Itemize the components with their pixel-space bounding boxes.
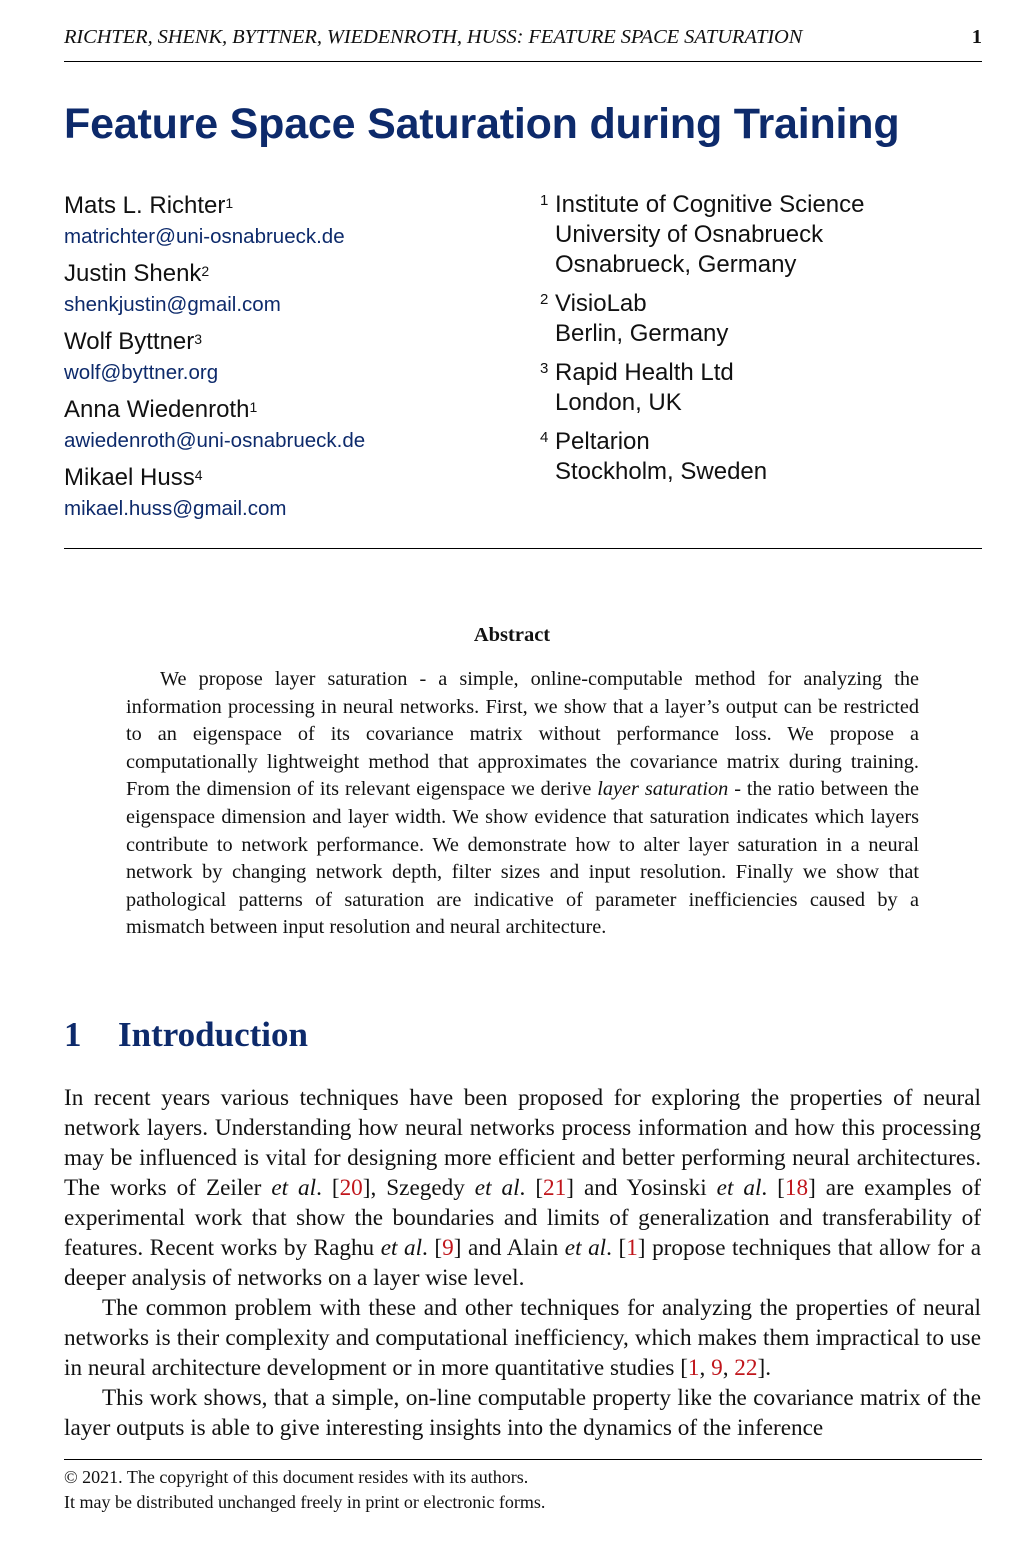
author-name: Mikael Huss bbox=[64, 464, 195, 491]
citation-link[interactable]: 9 bbox=[442, 1235, 454, 1261]
author-name: Anna Wiedenroth bbox=[64, 396, 250, 423]
affiliation-mark: 4 bbox=[194, 467, 203, 483]
affiliation-list bbox=[540, 190, 865, 496]
affiliation-mark: 2 bbox=[201, 263, 210, 279]
copyright-line: © 2021. The copyright of this document resides with its authors. bbox=[64, 1467, 529, 1487]
affiliation-line: Rapid Health Ltd bbox=[555, 359, 734, 386]
section-title: Introduction bbox=[118, 1015, 308, 1054]
intro-body bbox=[64, 1083, 981, 1443]
author-name: Justin Shenk bbox=[64, 260, 202, 287]
author-email[interactable]: shenkjustin@gmail.com bbox=[64, 293, 281, 316]
affiliation-line: Institute of Cognitive Science bbox=[555, 191, 865, 218]
author-name: Wolf Byttner bbox=[64, 328, 195, 355]
paragraph: This work shows, that a simple, on-line computable property like the covariance matrix of the layer outputs is able to give interesting insights into the dynamics of the inference bbox=[64, 1385, 981, 1441]
header-rule bbox=[64, 61, 982, 62]
author-email[interactable]: matrichter@uni-osnabrueck.de bbox=[64, 225, 345, 248]
affiliation-line: VisioLab bbox=[555, 290, 647, 317]
running-title: RICHTER, SHENK, BYTTNER, WIEDENROTH, HUSS: FEATURE SPACE SATURATION bbox=[64, 26, 803, 48]
distribution-line: It may be distributed unchanged freely in print or electronic forms. bbox=[64, 1492, 546, 1512]
affiliation-1 bbox=[540, 190, 865, 280]
citation-link[interactable]: 20 bbox=[339, 1175, 363, 1201]
author-shenk bbox=[64, 258, 365, 320]
author-wiedenroth bbox=[64, 394, 365, 456]
paper-title: Feature Space Saturation during Training bbox=[64, 100, 900, 148]
affiliation-line: Osnabrueck, Germany bbox=[555, 251, 797, 278]
author-email[interactable]: wolf@byttner.org bbox=[64, 361, 219, 384]
section-heading bbox=[64, 1015, 308, 1055]
affiliation-number: 2 bbox=[540, 291, 549, 308]
affiliation-number: 4 bbox=[540, 429, 549, 446]
citation-link[interactable]: 21 bbox=[543, 1175, 567, 1201]
paragraph: In recent years various techniques have been proposed for exploring the properties of neural network layers. Understanding how neural networks process information and how this processing may be influenced is vital for designing more efficient and better performing neural architectures. The works of Zeiler et al. [20], Szegedy et al. [21] and Yosinski et al. [18] are examples of experimental work that show the boundaries and limits of generalization and transferability of features. Recent works by Raghu et al. [9] and Alain et al. [1] propose techniques that allow for a deeper analysis of networks on a layer wise level. bbox=[64, 1085, 981, 1291]
affiliation-number: 3 bbox=[540, 360, 549, 377]
author-name: Mats L. Richter bbox=[64, 192, 226, 219]
citation-link[interactable]: 1 bbox=[626, 1235, 638, 1261]
citation-link[interactable]: 22 bbox=[734, 1355, 758, 1381]
abstract-emphasis: layer saturation bbox=[597, 778, 729, 801]
page-number: 1 bbox=[971, 26, 982, 48]
affiliation-line: Peltarion bbox=[555, 428, 650, 455]
affiliation-mark: 1 bbox=[225, 195, 234, 211]
citation-link[interactable]: 1 bbox=[687, 1355, 700, 1381]
affiliation-line: University of Osnabrueck bbox=[555, 221, 824, 248]
affiliation-2 bbox=[540, 289, 865, 349]
affiliation-line: Berlin, Germany bbox=[555, 320, 729, 347]
affiliation-mark: 3 bbox=[194, 331, 203, 347]
affiliation-line: London, UK bbox=[555, 389, 682, 416]
citation-link[interactable]: 9 bbox=[711, 1355, 723, 1381]
author-email[interactable]: awiedenroth@uni-osnabrueck.de bbox=[64, 429, 366, 452]
author-list bbox=[64, 190, 365, 530]
author-richter bbox=[64, 190, 365, 252]
author-email[interactable]: mikael.huss@gmail.com bbox=[64, 497, 287, 520]
affiliation-mark: 1 bbox=[249, 399, 258, 415]
affiliation-4 bbox=[540, 427, 865, 487]
affiliation-line: Stockholm, Sweden bbox=[555, 458, 768, 485]
author-huss bbox=[64, 462, 365, 524]
footer-rule bbox=[64, 1459, 982, 1460]
copyright-footer bbox=[64, 1465, 545, 1515]
abstract-text: We propose layer saturation - a simple, online-computable method for analyzing the information processing in neural networks. First, we show that a layer’s output can be restricted to an eigenspace of its covariance matrix without performance loss. We propose a computationally lightweight method that approximates the covariance matrix during training. From the dimension of its relevant eigenspace we derive layer saturation - the ratio between the eigenspace dimension and layer width. We show evidence that saturation indicates which layers contribute to network performance. We demonstrate how to alter layer saturation in a neural network by changing network depth, filter sizes and input resolution. Finally we show that pathological patterns of saturation are indicative of parameter inefficiencies caused by a mismatch between input resolution and neural architecture. bbox=[126, 668, 919, 939]
affiliation-3 bbox=[540, 358, 865, 418]
abstract-heading: Abstract bbox=[473, 624, 551, 646]
paragraph: The common problem with these and other techniques for analyzing the properties of neural networks is their complexity and computational inefficiency, which makes them impractical to use in neural architecture development or in more quantitative studies [1, 9, 22]. bbox=[64, 1295, 981, 1381]
running-header bbox=[64, 26, 982, 54]
author-byttner bbox=[64, 326, 365, 388]
section-number: 1 bbox=[64, 1015, 82, 1054]
citation-link[interactable]: 18 bbox=[784, 1175, 809, 1201]
affiliation-number: 1 bbox=[540, 192, 549, 209]
title-block-rule bbox=[64, 548, 982, 549]
